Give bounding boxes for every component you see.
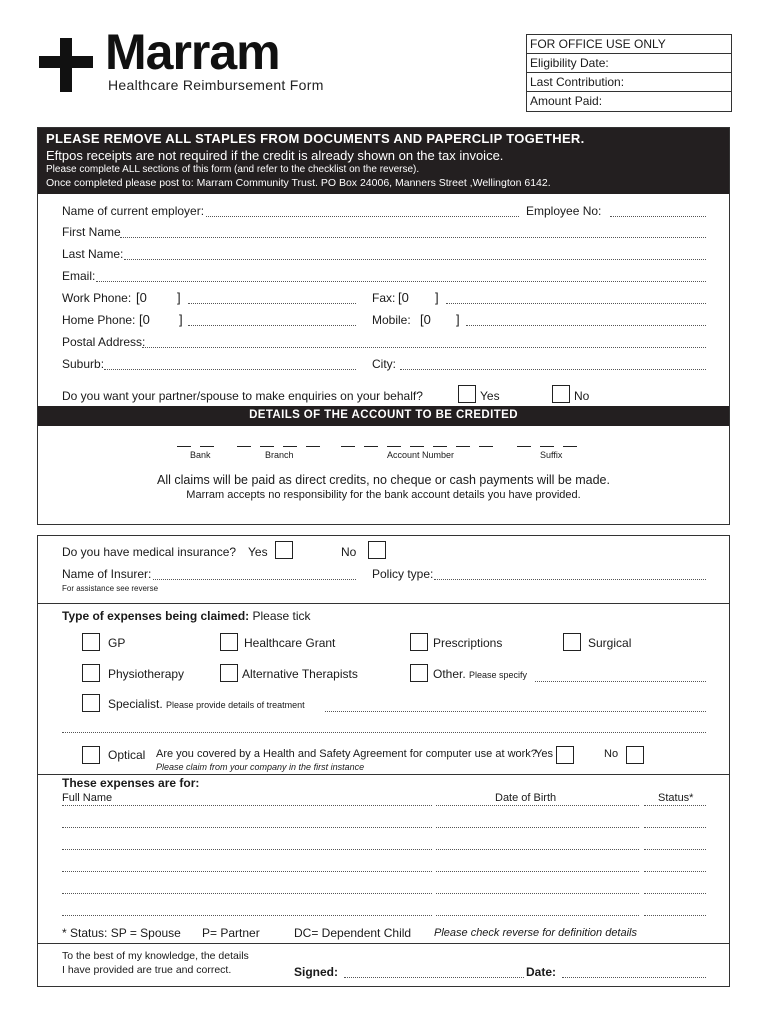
fax-field[interactable] (446, 303, 706, 304)
divider (38, 943, 729, 944)
branch-digit-3[interactable] (283, 446, 297, 447)
account-digit-6[interactable] (456, 446, 470, 447)
partner-yes-checkbox[interactable] (458, 385, 476, 403)
assistance-note: For assistance see reverse (62, 584, 159, 593)
specialist-details-field-2[interactable] (62, 732, 706, 733)
physiotherapy-checkbox[interactable] (82, 664, 100, 682)
suffix-caption: Suffix (540, 450, 563, 460)
other-specify-note: Please specify (469, 670, 528, 680)
prescriptions-checkbox[interactable] (410, 633, 428, 651)
person-status-field[interactable] (644, 871, 706, 872)
signed-label: Signed: (294, 965, 338, 979)
notice-eftpos: Eftpos receipts are not required if the credit is already shown on the tax invoice. (46, 148, 504, 163)
bank-digit-1[interactable] (177, 446, 191, 447)
office-last-contribution[interactable]: Last Contribution: (527, 73, 731, 92)
healthcare-grant-checkbox[interactable] (220, 633, 238, 651)
suburb-field[interactable] (104, 369, 356, 370)
work-phone-field[interactable] (188, 303, 356, 304)
signature-field[interactable] (344, 977, 524, 978)
email-field[interactable] (96, 281, 706, 282)
person-name-field[interactable] (62, 805, 432, 806)
partner-question: Do you want your partner/spouse to make enquiries on your behalf? (62, 389, 423, 403)
other-label (433, 667, 527, 681)
specialist-label (108, 697, 305, 711)
mobile-label: Mobile: (372, 313, 411, 327)
branch-digit-1[interactable] (237, 446, 251, 447)
other-label-text: Other. (433, 667, 466, 681)
home-phone-area-close: ] (179, 312, 183, 327)
first-name-label: First Name (62, 225, 121, 239)
home-phone-field[interactable] (188, 325, 356, 326)
work-phone-area-open: [0 (136, 290, 147, 305)
claim-section (37, 535, 730, 987)
other-specify-field[interactable] (535, 681, 706, 682)
fax-label: Fax: (372, 291, 396, 305)
gp-label: GP (108, 636, 126, 650)
person-status-field[interactable] (644, 805, 706, 806)
notice-staples: PLEASE REMOVE ALL STAPLES FROM DOCUMENTS AND PAPERCLIP TOGETHER. (46, 131, 585, 146)
home-phone-area-open: [0 (139, 312, 150, 327)
account-number-caption: Account Number (387, 450, 455, 460)
partner-no-label: No (574, 389, 590, 403)
person-status-field[interactable] (644, 893, 706, 894)
city-field[interactable] (400, 369, 706, 370)
other-checkbox[interactable] (410, 664, 428, 682)
insurer-label: Name of Insurer: (62, 567, 152, 581)
office-use-box (526, 34, 732, 112)
full-name-header: Full Name (62, 792, 113, 804)
insurance-yes-checkbox[interactable] (275, 541, 293, 559)
policy-type-field[interactable] (434, 579, 706, 580)
status-legend-note: Please check reverse for definition details (434, 927, 637, 939)
optical-yes-checkbox[interactable] (556, 746, 574, 764)
surgical-checkbox[interactable] (563, 633, 581, 651)
suburb-label: Suburb: (62, 357, 105, 371)
alternative-therapists-label: Alternative Therapists (242, 667, 358, 681)
dob-header: Date of Birth (495, 792, 557, 804)
alternative-therapists-checkbox[interactable] (220, 664, 238, 682)
account-heading-bar (38, 406, 729, 426)
account-digit-1[interactable] (341, 446, 355, 447)
city-label: City: (372, 357, 396, 371)
person-dob-field[interactable] (436, 893, 639, 894)
email-label: Email: (62, 269, 96, 283)
surgical-label: Surgical (588, 636, 632, 650)
optical-label: Optical (108, 748, 146, 762)
status-legend-spouse: * Status: SP = Spouse (62, 926, 181, 940)
notice-bar (38, 128, 729, 194)
direct-credit-note: All claims will be paid as direct credits, no cheque or cash payments will be made. (157, 473, 610, 487)
expenses-heading-label: Type of expenses being claimed: (62, 609, 250, 623)
person-name-field[interactable] (62, 827, 432, 828)
status-header: Status* (658, 792, 694, 804)
insurance-no-label: No (341, 545, 357, 559)
fax-area-open: [0 (398, 290, 409, 305)
employee-no-label: Employee No: (526, 204, 602, 218)
postal-address-label: Postal Address: (62, 335, 146, 349)
status-legend-partner: P= Partner (202, 926, 260, 940)
employer-label: Name of current employer: (62, 204, 205, 218)
specialist-details-field[interactable] (325, 711, 706, 712)
optical-yes-label: Yes (535, 748, 553, 760)
optical-no-checkbox[interactable] (626, 746, 644, 764)
suffix-digit-3[interactable] (563, 446, 577, 447)
suffix-digit-2[interactable] (540, 446, 554, 447)
mobile-area-close: ] (456, 312, 460, 327)
account-heading: DETAILS OF THE ACCOUNT TO BE CREDITED (249, 409, 518, 421)
person-dob-field[interactable] (436, 827, 639, 828)
last-name-label: Last Name: (62, 247, 124, 261)
gp-checkbox[interactable] (82, 633, 100, 651)
bank-responsibility-note: Marram accepts no responsibility for the bank account details you have provided. (186, 489, 581, 501)
specialist-checkbox[interactable] (82, 694, 100, 712)
first-name-field[interactable] (120, 237, 706, 238)
last-name-field[interactable] (124, 259, 706, 260)
branch-caption: Branch (265, 450, 294, 460)
person-status-field[interactable] (644, 849, 706, 850)
personal-details-section (37, 127, 730, 525)
expenses-heading (62, 609, 311, 623)
person-name-field[interactable] (62, 915, 432, 916)
account-digit-3[interactable] (387, 446, 401, 447)
account-digit-2[interactable] (364, 446, 378, 447)
suffix-digit-1[interactable] (517, 446, 531, 447)
date-label: Date: (526, 965, 557, 979)
date-field[interactable] (562, 977, 706, 978)
person-status-field[interactable] (644, 827, 706, 828)
insurance-yes-label: Yes (248, 545, 268, 559)
declaration-line-2: I have provided are true and correct. (62, 964, 232, 976)
insurer-field[interactable] (153, 579, 356, 580)
bank-digit-2[interactable] (200, 446, 214, 447)
physiotherapy-label: Physiotherapy (108, 667, 185, 681)
person-name-field[interactable] (62, 893, 432, 894)
partner-no-checkbox[interactable] (552, 385, 570, 403)
optical-question: Are you covered by a Health and Safety Agreement for computer use at work? (156, 748, 537, 760)
branch-digit-2[interactable] (260, 446, 274, 447)
person-name-field[interactable] (62, 871, 432, 872)
declaration-line-1: To the best of my knowledge, the details (62, 950, 249, 962)
logo-name: Marram (105, 24, 280, 80)
form-title: Healthcare Reimbursement Form (108, 77, 324, 93)
work-phone-area-close: ] (177, 290, 181, 305)
account-digit-4[interactable] (410, 446, 424, 447)
prescriptions-label: Prescriptions (433, 636, 503, 650)
optical-no-label: No (604, 748, 619, 760)
logo-cross-icon-bar (39, 56, 93, 68)
expenses-for-heading: These expenses are for: (62, 776, 200, 790)
expenses-tick-note: Please tick (252, 609, 311, 623)
policy-type-label: Policy type: (372, 567, 434, 581)
person-dob-field[interactable] (436, 871, 639, 872)
notice-complete: Please complete ALL sections of this form (and refer to the checklist on the reverse). (46, 164, 420, 175)
divider (38, 774, 729, 775)
insurance-question: Do you have medical insurance? (62, 545, 237, 559)
bank-caption: Bank (190, 450, 211, 460)
notice-post: Once completed please post to: Marram Community Trust. PO Box 24006, Manners Street ,Wellington 6142. (46, 177, 551, 189)
home-phone-label: Home Phone: (62, 313, 136, 327)
fax-area-close: ] (435, 290, 439, 305)
person-dob-field[interactable] (436, 849, 639, 850)
branch-digit-4[interactable] (306, 446, 320, 447)
insurance-no-checkbox[interactable] (368, 541, 386, 559)
partner-yes-label: Yes (480, 389, 500, 403)
optical-checkbox[interactable] (82, 746, 100, 764)
specialist-details-note: Please provide details of treatment (166, 700, 305, 710)
employee-no-field[interactable] (610, 216, 706, 217)
optical-note: Please claim from your company in the first instance (156, 762, 365, 772)
postal-address-field[interactable] (142, 347, 706, 348)
healthcare-grant-label: Healthcare Grant (244, 636, 336, 650)
office-use-heading: FOR OFFICE USE ONLY (527, 35, 731, 54)
mobile-area-open: [0 (420, 312, 431, 327)
person-status-field[interactable] (644, 915, 706, 916)
account-digit-5[interactable] (433, 446, 447, 447)
specialist-label-text: Specialist. (108, 697, 163, 711)
office-amount-paid[interactable]: Amount Paid: (530, 94, 603, 108)
person-dob-field[interactable] (436, 805, 639, 806)
office-eligibility-date[interactable]: Eligibility Date: (527, 54, 731, 73)
divider (38, 603, 729, 604)
person-dob-field[interactable] (436, 915, 639, 916)
status-legend-child: DC= Dependent Child (294, 926, 412, 940)
work-phone-label: Work Phone: (62, 291, 132, 305)
person-name-field[interactable] (62, 849, 432, 850)
employer-field[interactable] (206, 216, 519, 217)
mobile-field[interactable] (466, 325, 706, 326)
account-digit-7[interactable] (479, 446, 493, 447)
